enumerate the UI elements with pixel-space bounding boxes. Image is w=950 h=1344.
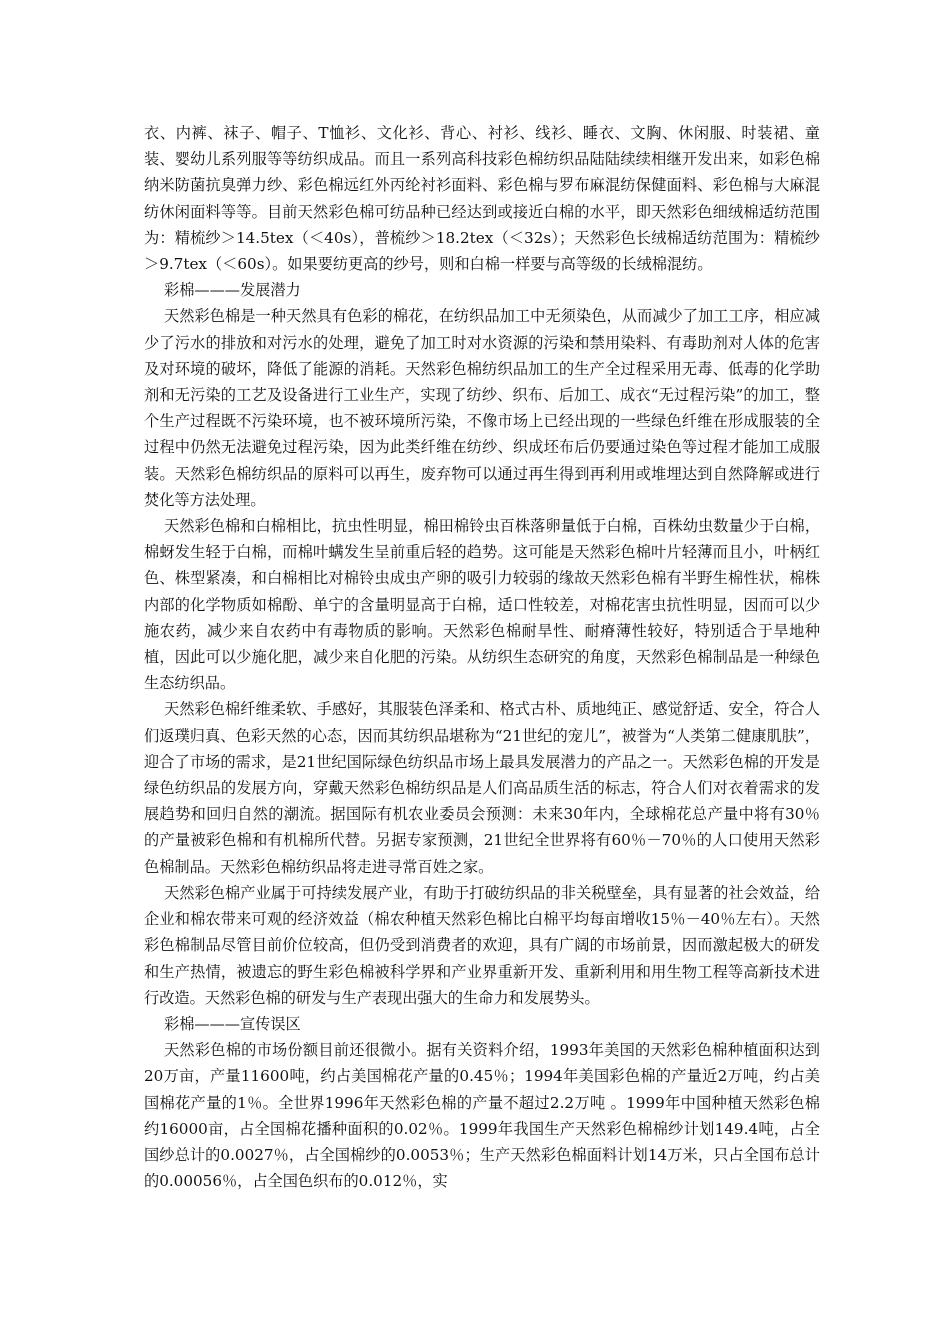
paragraph-pest-resistance: 天然彩色棉和白棉相比，抗虫性明显，棉田棉铃虫百株落卵量低于白棉，百株幼虫数量少于白棉，棉蚜发生轻于白棉，而棉叶螨发生呈前重后轻的趋势。这可能是天然彩色棉叶片轻薄而且小，叶柄红色、株型紧凑，和白棉相比对棉铃虫成虫产卵的吸引力较弱的缘故天然彩色棉有半野生棉性状，棉株内部的化学物质如棉酚、单宁的含量明显高于白棉，适口性较差，对棉花害虫抗性明显，因而可以少施农药，减少来自农药中有毒物质的影响。天然彩色棉耐旱性、耐瘠薄性较好，特别适合于旱地种植，因此可以少施化肥，减少来自化肥的污染。从纺织生态研究的角度，天然彩色棉制品是一种绿色生态纺织品。 <box>144 517 820 693</box>
paragraph-no-dyeing: 天然彩色棉是一种天然具有色彩的棉花，在纺织品加工中无须染色，从而减少了加工工序，相应减少了污水的排放和对污水的处理，避免了加工时对水资源的污染和禁用染料、有毒助剂对人体的危害及对环境的破坏，降低了能源的消耗。天然彩色棉纺织品加工的生产全过程采用无毒、低毒的化学助剂和无污染的工艺及设备进行工业生产，实现了纺纱、织布、后加工、成衣“无过程污染”的加工，整个生产过程既不污染环境，也不被环境所污染，不像市场上已经出现的一些绿色纤维在形成服装的全过程中仍然无法避免过程污染，因为此类纤维在纺纱、织成坯布后仍要通过染色等过程才能加工成服装。天然彩色棉纺织品的原料可以再生，废弃物可以通过再生得到再利用或堆埋达到自然降解或进行焚化等方法处理。 <box>144 307 820 509</box>
paragraph-market-share: 天然彩色棉的市场份额目前还很微小。据有关资料介绍，1993年美国的天然彩色棉种植面积达到20万亩，产量11600吨，约占美国棉花产量的0.45％；1994年美国彩色棉的产量近2万吨，约占美国棉花产量的1％。全世界1996年天然彩色棉的产量不超过2.2万吨 。1999年中国种植天然彩色棉约16000亩，占全国棉花播种面积的0.02％。1999年我国生产天然彩色棉棉纱计划149.4吨，占全国纱总计的0.0027％，占全国棉纱的0.0053％；生产天然彩色棉面料计划14万米，只占全国布总计的0.00056％，占全国色织布的0.012％，实 <box>144 1041 820 1191</box>
section-heading-publicity-misconceptions: 彩棉———宣传误区 <box>164 1014 301 1033</box>
paragraph-market-demand: 天然彩色棉纤维柔软、手感好，其服装色泽柔和、格式古朴、质地纯正、感觉舒适、安全，符合人们返璞归真、色彩天然的心态，因而其纺织品堪称为“21世纪的宠儿”，被誉为“人类第二健康肌肤”，迎合了市场的需求，是21世纪国际绿色纺织品市场上最具发展潜力的产品之一。天然彩色棉的开发是绿色纺织品的发展方向，穿戴天然彩色棉纺织品是人们高品质生活的标志，符合人们对衣着需求的发展趋势和回归自然的潮流。据国际有机农业委员会预测：未来30年内，全球棉花总产量中将有30％的产量被彩色棉和有机棉所代替。另据专家预测，21世纪全世界将有60％－70％的人口使用天然彩色棉制品。天然彩色棉纺织品将走进寻常百姓之家。 <box>144 700 820 876</box>
paragraph-sustainable-industry: 天然彩色棉产业属于可持续发展产业，有助于打破纺织品的非关税壁垒，具有显著的社会效益，给企业和棉农带来可观的经济效益（棉农种植天然彩色棉比白棉平均每亩增收15％－40％左右）。天然彩色棉制品尽管目前价位较高，但仍受到消费者的欢迎，具有广阔的市场前景，因而激起极大的研发和生产热情，被遗忘的野生彩色棉被科学界和产业界重新开发、重新利用和用生物工程等高新技术进行改造。天然彩色棉的研发与生产表现出强大的生命力和发展势头。 <box>144 883 820 1007</box>
paragraph-clothing-products: 衣、内裤、袜子、帽子、T恤衫、文化衫、背心、衬衫、线衫、睡衣、文胸、休闲服、时装裙、童装、婴幼儿系列服等等纺织成品。而且一系列高科技彩色棉纺织品陆陆续续相继开发出来，如彩色棉纳米防菌抗臭弹力纱、彩色棉远红外丙纶衬衫面料、彩色棉与罗布麻混纺保健面料、彩色棉与大麻混纺休闲面料等等。目前天然彩色棉可纺品种已经达到或接近白棉的水平，即天然彩色细绒棉适纺范围为：精梳纱＞14.5tex（＜40s），普梳纱＞18.2tex（＜32s）；天然彩色长绒棉适纺范围为：精梳纱＞9.7tex（＜60s）。如果要纺更高的纱号，则和白棉一样要与高等级的长绒棉混纺。 <box>144 124 820 274</box>
section-heading-development-potential: 彩棉———发展潜力 <box>164 281 301 300</box>
document-page <box>144 120 820 1194</box>
